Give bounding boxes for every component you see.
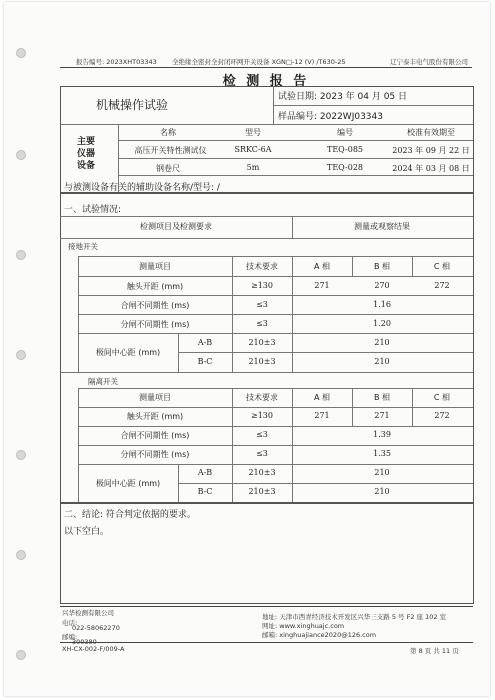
equip-header-valid: 校准有效期至: [407, 128, 455, 137]
equip-valid: 2024 年 03 月 08 日: [392, 164, 470, 173]
row-requirement: 210±3: [248, 357, 276, 366]
equip-name: 高压开关特性测试仪: [134, 146, 207, 155]
equip-id: TEQ-085: [327, 145, 363, 154]
section-title: 一、试验情况:: [64, 205, 122, 215]
footer-rule: [60, 642, 473, 643]
center-distance-label: 极间中心距 (mm): [95, 479, 161, 488]
divider: [178, 483, 473, 484]
header-rule: [60, 67, 472, 68]
report-number: 报告编号: 2023XHT03343: [76, 58, 157, 66]
blank-note: 以下空白。: [64, 527, 110, 537]
divider: [78, 445, 473, 446]
divider: [60, 238, 473, 239]
row-requirement: ≤3: [256, 430, 268, 439]
binding-hole: [16, 450, 26, 460]
center-pair: A-B: [197, 338, 213, 347]
row-requirement: ≤3: [256, 300, 268, 309]
divider: [178, 352, 473, 353]
row-requirement: ≤3: [256, 449, 268, 458]
divider: [118, 175, 473, 176]
center-pair: B-C: [197, 357, 213, 366]
row-item: 合闸不同期性 (ms): [120, 431, 190, 440]
row-item: 触头开距 (mm): [126, 282, 184, 291]
document-title: 检 测 报 告: [222, 74, 310, 89]
row-value: 1.39: [373, 430, 391, 439]
footer-rule: [60, 606, 473, 607]
row-value: 210: [374, 487, 390, 496]
row-value: 1.20: [373, 319, 391, 328]
equipment-label-1: 主要: [77, 137, 96, 147]
divider: [60, 124, 473, 125]
row-requirement: 210±3: [248, 487, 276, 496]
equip-header-model: 型号: [245, 128, 261, 137]
row-value-a: 271: [314, 411, 330, 420]
col-phase-a: A 相: [313, 393, 330, 402]
row-item: 合闸不同期性 (ms): [120, 301, 190, 310]
footer-org: 兴华检测有限公司: [62, 609, 114, 617]
footer-postcode: 300380: [72, 638, 97, 646]
divider: [60, 216, 473, 217]
center-pair: B-C: [197, 487, 213, 496]
equipment-label-2: 仪器: [77, 149, 96, 159]
equip-model: 5m: [246, 163, 260, 172]
col-item: 测量项目: [139, 393, 171, 402]
binding-hole: [16, 48, 26, 58]
footer-address: 地址: 天津市西青经济技术开发区兴华三支路 5 号 F2 座 102 室: [262, 613, 447, 621]
divider: [78, 314, 473, 315]
col-phase-c: C 相: [433, 393, 451, 402]
equip-header-name: 名称: [160, 128, 176, 137]
divider: [78, 407, 473, 408]
col-item: 测量项目: [139, 262, 171, 271]
group-title-disconnector: 隔离开关: [88, 377, 118, 386]
divider: [78, 295, 473, 296]
binding-holes: [16, 0, 26, 700]
footer-phone-label: 电话:: [62, 619, 78, 627]
row-requirement: 210±3: [248, 338, 276, 347]
divider: [78, 464, 473, 465]
divider: [78, 388, 473, 389]
client-name: 辽宁泰丰电气股份有限公司: [390, 58, 468, 66]
row-requirement: ≥130: [251, 411, 273, 420]
row-requirement: ≥130: [251, 281, 273, 290]
equip-name: 钢卷尺: [156, 164, 180, 173]
conclusion: 二、结论: 符合判定依据的要求。: [64, 510, 196, 520]
test-name: 机械操作试验: [96, 98, 169, 112]
row-value: 1.16: [373, 300, 391, 309]
row-value-c: 272: [434, 281, 450, 290]
row-value-b: 270: [374, 281, 390, 290]
binding-hole: [16, 150, 26, 160]
row-item: 分闸不同期性 (ms): [120, 320, 190, 329]
row-value: 210: [374, 468, 390, 477]
divider: [273, 105, 473, 106]
col-phase-a: A 相: [313, 262, 330, 271]
col-requirement: 技术要求: [246, 393, 278, 402]
divider: [78, 426, 473, 427]
equip-header-id: 编号: [337, 128, 353, 137]
footer-website: 网址: www.xinghuajc.com: [262, 622, 345, 630]
row-item: 触头开距 (mm): [126, 412, 184, 421]
equipment-label-3: 设备: [77, 161, 96, 171]
col-phase-b: B 相: [373, 262, 391, 271]
row-value-a: 271: [314, 281, 330, 290]
binding-hole: [16, 350, 26, 360]
divider: [78, 276, 473, 277]
aux-equipment-line: 与被测设备有关的辅助设备名称/型号: /: [64, 183, 220, 193]
divider: [78, 256, 473, 257]
divider: [118, 158, 473, 159]
binding-hole: [16, 250, 26, 260]
binding-hole: [16, 650, 26, 660]
col-requirement: 技术要求: [246, 262, 278, 271]
row-value: 1.35: [373, 449, 391, 458]
row-value-b: 271: [374, 411, 390, 420]
equip-valid: 2023 年 09 月 22 日: [392, 146, 470, 155]
row-item: 分闸不同期性 (ms): [120, 450, 190, 459]
equip-id: TEQ-028: [327, 163, 363, 172]
divider: [118, 140, 473, 141]
row-value-c: 272: [434, 411, 450, 420]
header-results: 测量或观察结果: [354, 222, 410, 231]
row-requirement: ≤3: [256, 319, 268, 328]
footer-email: 邮箱: xinghuajiance2020@126.com: [262, 631, 377, 639]
group-title-grounding: 接地开关: [68, 242, 98, 251]
divider: [78, 333, 473, 334]
col-phase-b: B 相: [373, 393, 391, 402]
center-pair: A-B: [197, 468, 213, 477]
binding-hole: [16, 550, 26, 560]
product-name: 全绝缘全密封全封闭环网开关设备 XGN□-12 (V) /T630-25: [172, 58, 346, 66]
row-value: 210: [374, 357, 390, 366]
test-date: 试验日期: 2023 年 04 月 05 日: [278, 92, 408, 102]
center-distance-label: 极间中心距 (mm): [95, 348, 161, 357]
row-value: 210: [374, 338, 390, 347]
divider: [60, 372, 473, 373]
equip-model: SRKC-6A: [234, 145, 272, 154]
page-number: 第 8 页 共 11 页: [410, 647, 459, 655]
sample-number: 样品编号: 2022WJ03343: [278, 112, 383, 122]
header-items: 检测项目及检测要求: [140, 222, 212, 231]
form-number: XH-CX-002-F/009-A: [62, 645, 125, 653]
row-requirement: 210±3: [248, 468, 276, 477]
footer-post-label: 邮编:: [62, 633, 78, 641]
footer-phone: 022-58062270: [72, 624, 120, 632]
col-phase-c: C 相: [433, 262, 451, 271]
